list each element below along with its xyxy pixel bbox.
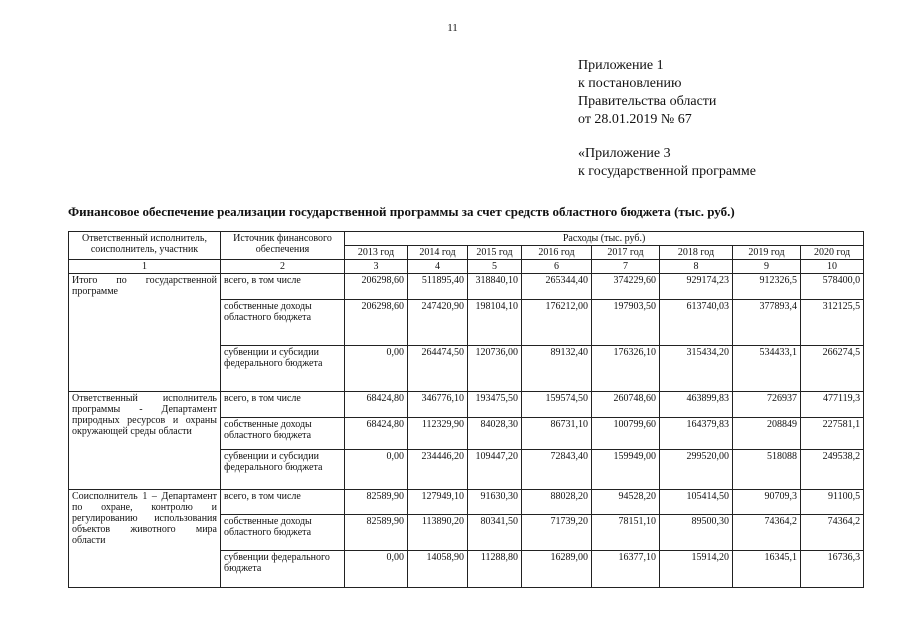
value-cell: 89500,30 [660,515,733,551]
value-cell: 105414,50 [660,490,733,515]
value-cell: 197903,50 [592,300,660,346]
year-header: 2018 год [660,246,733,260]
value-cell: 264474,50 [408,346,468,392]
value-cell: 0,00 [345,450,408,490]
value-cell: 377893,4 [733,300,801,346]
column-index: 7 [592,260,660,274]
source-cell: субвенции федерального бюджета [221,551,345,588]
value-cell: 208849 [733,418,801,450]
source-cell: субвенции и субсидии федерального бюджета [221,450,345,490]
value-cell: 82589,90 [345,490,408,515]
column-index: 5 [468,260,522,274]
value-cell: 726937 [733,392,801,418]
value-cell: 86731,10 [522,418,592,450]
value-cell: 176326,10 [592,346,660,392]
value-cell: 74364,2 [733,515,801,551]
column-index: 3 [345,260,408,274]
value-cell: 260748,60 [592,392,660,418]
column-index: 9 [733,260,801,274]
value-cell: 463899,83 [660,392,733,418]
executor-cell: Ответственный исполнитель программы - Департамент природных ресурсов и охраны окружающей среды области [69,392,221,490]
value-cell: 318840,10 [468,274,522,300]
year-header: 2017 год [592,246,660,260]
page-number: 11 [447,22,458,34]
value-cell: 109447,20 [468,450,522,490]
value-cell: 82589,90 [345,515,408,551]
appendix-block [578,57,756,181]
appendix-line: от 28.01.2019 № 67 [578,112,692,127]
header-executor: Ответственный исполнитель, соисполнитель, участник [69,232,221,260]
year-header: 2019 год [733,246,801,260]
value-cell: 249538,2 [801,450,864,490]
year-header: 2016 год [522,246,592,260]
value-cell: 299520,00 [660,450,733,490]
source-cell: собственные доходы областного бюджета [221,418,345,450]
value-cell: 198104,10 [468,300,522,346]
value-cell: 16289,00 [522,551,592,588]
table-row [69,490,864,515]
value-cell: 100799,60 [592,418,660,450]
value-cell: 74364,2 [801,515,864,551]
value-cell: 159574,50 [522,392,592,418]
header-expenses: Расходы (тыс. руб.) [345,232,864,246]
value-cell: 80341,50 [468,515,522,551]
value-cell: 0,00 [345,551,408,588]
value-cell: 929174,23 [660,274,733,300]
value-cell: 206298,60 [345,274,408,300]
value-cell: 91100,5 [801,490,864,515]
value-cell: 0,00 [345,346,408,392]
table-row [69,392,864,418]
value-cell: 578400,0 [801,274,864,300]
value-cell: 90709,3 [733,490,801,515]
year-header: 2014 год [408,246,468,260]
value-cell: 94528,20 [592,490,660,515]
value-cell: 16736,3 [801,551,864,588]
executor-cell: Итого по государственной программе [69,274,221,392]
value-cell: 518088 [733,450,801,490]
appendix-line: Приложение 1 [578,58,664,73]
value-cell: 16345,1 [733,551,801,588]
appendix-line: Правительства области [578,94,717,109]
value-cell: 78151,10 [592,515,660,551]
value-cell: 912326,5 [733,274,801,300]
value-cell: 206298,60 [345,300,408,346]
value-cell: 613740,03 [660,300,733,346]
value-cell: 11288,80 [468,551,522,588]
value-cell: 247420,90 [408,300,468,346]
value-cell: 511895,40 [408,274,468,300]
appendix-line: к государственной программе [578,164,756,179]
value-cell: 89132,40 [522,346,592,392]
column-index: 8 [660,260,733,274]
source-cell: всего, в том числе [221,490,345,515]
header-row [69,232,864,246]
document-title: Финансовое обеспечение реализации государственной программы за счет средств областного бюджета (тыс. руб.) [68,204,735,219]
source-cell: собственные доходы областного бюджета [221,300,345,346]
year-header: 2015 год [468,246,522,260]
value-cell: 91630,30 [468,490,522,515]
value-cell: 234446,20 [408,450,468,490]
value-cell: 164379,83 [660,418,733,450]
value-cell: 266274,5 [801,346,864,392]
value-cell: 88028,20 [522,490,592,515]
value-cell: 127949,10 [408,490,468,515]
value-cell: 120736,00 [468,346,522,392]
column-index: 1 [69,260,221,274]
value-cell: 265344,40 [522,274,592,300]
appendix-line: «Приложение 3 [578,146,671,161]
financing-table [68,231,864,588]
column-index: 2 [221,260,345,274]
value-cell: 112329,90 [408,418,468,450]
value-cell: 374229,60 [592,274,660,300]
column-index: 4 [408,260,468,274]
value-cell: 68424,80 [345,418,408,450]
value-cell: 14058,90 [408,551,468,588]
source-cell: собственные доходы областного бюджета [221,515,345,551]
value-cell: 346776,10 [408,392,468,418]
value-cell: 534433,1 [733,346,801,392]
index-row [69,260,864,274]
column-index: 6 [522,260,592,274]
header-source: Источник финансового обеспечения [221,232,345,260]
value-cell: 113890,20 [408,515,468,551]
executor-cell: Соисполнитель 1 – Департамент по охране, контролю и регулированию использования объектов животного мира области [69,490,221,588]
value-cell: 193475,50 [468,392,522,418]
value-cell: 71739,20 [522,515,592,551]
source-cell: всего, в том числе [221,274,345,300]
year-header: 2013 год [345,246,408,260]
source-cell: субвенции и субсидии федерального бюджета [221,346,345,392]
value-cell: 477119,3 [801,392,864,418]
appendix-line: к постановлению [578,76,682,91]
value-cell: 15914,20 [660,551,733,588]
column-index: 10 [801,260,864,274]
value-cell: 176212,00 [522,300,592,346]
value-cell: 72843,40 [522,450,592,490]
source-cell: всего, в том числе [221,392,345,418]
table-row [69,274,864,300]
value-cell: 84028,30 [468,418,522,450]
value-cell: 312125,5 [801,300,864,346]
value-cell: 227581,1 [801,418,864,450]
value-cell: 315434,20 [660,346,733,392]
value-cell: 159949,00 [592,450,660,490]
year-header: 2020 год [801,246,864,260]
value-cell: 16377,10 [592,551,660,588]
value-cell: 68424,80 [345,392,408,418]
